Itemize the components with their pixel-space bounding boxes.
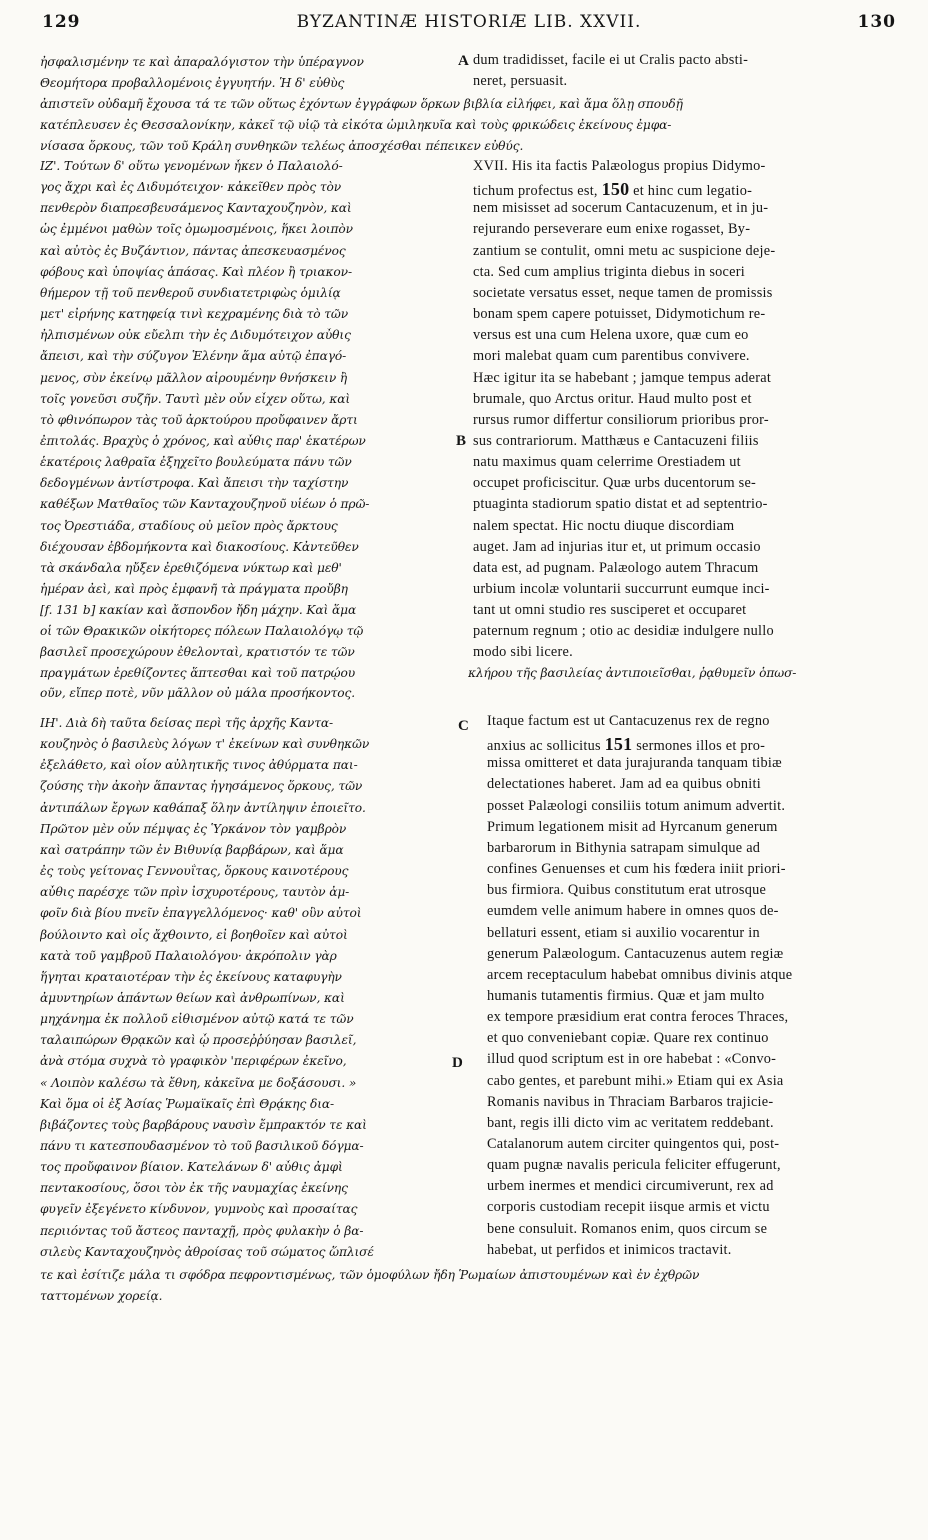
greek-line: ἀμυντηρίων ἁπάντων θείων καὶ ἀνθρωπίνων, καὶ <box>40 990 345 1005</box>
greek-line: μενος, σὺν ἐκείνῳ μᾶλλον αἱρουμένην θνήσκειν ἢ <box>40 370 348 385</box>
greek-line: ἐξελάθετο, καὶ οἷον αὐλητικῆς τινος ἀθύρματα παι- <box>40 758 358 773</box>
greek-line: Πρῶτον μὲν οὖν πέμψας ἐς Ὑρκάνον τὸν γαμβρὸν <box>40 821 347 836</box>
greek-line: ἑκατέροις λαθραῖα ἐξηχεῖτο βουλεύματα πάνυ τῶν <box>40 455 352 470</box>
greek-line: κατέπλευσεν ἐς Θεσσαλονίκην, κἀκεῖ τῷ υἱῷ τὰ εἰκότα ὡμιληκυῖα καὶ τοὺς φρικώδεις ἐκείνους ἐμφα- <box>40 118 672 132</box>
latin-line: delectationes haberet. Jam ad ea quibus obniti <box>487 776 761 793</box>
greek-line: τος Ὀρεστιάδα, σταδίους οὐ μεῖον πρὸς ἄρκτους <box>40 518 338 533</box>
greek-line: ἀπιστεῖν οὐδαμῆ ἔχουσα τά τε τῶν οὕτως ἐχόντων ἐγγράφων ὅρκων βιβλία εἰλήφει, καὶ ἅμα ὅλῃ σπουδῇ <box>40 97 683 111</box>
latin-line: versus est una cum Helena uxore, quæ cum eo <box>473 327 749 344</box>
latin-line: auget. Jam ad injurias itur et, ut primum occasio <box>473 538 761 555</box>
latin-line: urbem inermes et mendici circumiverunt, rex ad <box>487 1178 774 1195</box>
greek-line: δεδογμένων ἀντίστροφα. Καὶ ἄπεισι τὴν ταχίστην <box>40 476 349 491</box>
latin-line: anxius ac sollicitus 151 sermones illos et pro- <box>487 734 766 755</box>
greek-line: πεντακοσίους, ὅσοι τὸν ἐκ τῆς ναυμαχίας ἐκείνης <box>40 1181 348 1196</box>
latin-line: dum tradidisset, facile ei ut Cralis pacto absti- <box>473 52 749 68</box>
greek-line: οῦν, εἴπερ ποτὲ, νῦν μᾶλλον οὐ μάλα προσήκοντος. <box>40 686 355 700</box>
latin-line: Romanis navibus in Thraciam Barbaros trajicie- <box>487 1093 774 1110</box>
latin-line: brumale, quo Arctus oritur. Haud multo post et <box>473 390 752 407</box>
greek-line: φοῖν διὰ βίου πνεῖν ἐπαγγελλόμενος· καθ' οὓν αὐτοὶ <box>40 906 362 921</box>
latin-line: rejurando perseverare eum enixe rogasset, By- <box>473 221 751 238</box>
greek-line: ἐς τοὺς γείτονας Γεννουΐτας, ὅρκους καινοτέρους <box>40 864 349 879</box>
latin-line: Primum legationem misit ad Hyrcanum generum <box>487 818 778 835</box>
latin-line: nem misisset ad socerum Cantacuzenum, et in ju- <box>473 200 769 217</box>
latin-line: corporis custodiam recepit iisque armis et victu <box>487 1199 770 1216</box>
greek-line: πραγμάτων ἐρεθίζοντες ἅπτεσθαι καὶ τοῦ πατρῴου <box>40 666 356 680</box>
latin-line: Hæc igitur ita se habebant ; jamque tempus aderat <box>473 369 772 386</box>
latin-line: rursus rumor differtur consiliorum prioribus pror- <box>473 411 769 428</box>
latin-line: barbarorum in Bithynia satrapam simulque ad <box>487 839 761 856</box>
greek-line: τοῖς γονεῦσι συζῆν. Ταυτὶ μὲν οὖν εἶχεν οὕτω, καὶ <box>40 391 351 406</box>
greek-line: [f. 131 b] κακίαν καὶ ἄσπονδον ἤδη μάχην. Καὶ ἅμα <box>40 603 357 618</box>
greek-line: διέχουσαν ἑβδομήκοντα καὶ διακοσίους. Κἀντεῦθεν <box>40 539 359 554</box>
latin-line: bus firmiora. Quibus constitutum erat utrosque <box>487 882 767 899</box>
latin-line: zantium se contulit, omni metu ac suspicione deje- <box>473 242 776 259</box>
latin-line: nalem spectat. Hic noctu diuque discordiam <box>473 517 735 534</box>
greek-line: Καὶ ὅμα οἱ ἐξ Ἀσίας Ῥωμαϊκαῖς ἐπὶ Θρᾴκης δια- <box>40 1096 335 1111</box>
greek-line: πάνυ τι κατεσπουδασμένον τὸ τοῦ βασιλικοῦ δόγμα- <box>40 1139 364 1153</box>
latin-line: arcem receptaculum habebat omnibus divinis atque <box>487 966 793 983</box>
greek-line: ὡς ἐμμένοι μαθὼν τοῖς ὀμωμοσμένοις, ἥκει λοιπὸν <box>40 222 353 237</box>
latin-line: ex tempore præsidium erat contra feroces Thraces, <box>487 1009 789 1026</box>
greek-line: ἄπεισι, καὶ τὴν σύζυγον Ἑλένην ἅμα αὐτῷ ἐπαγό- <box>40 349 347 364</box>
greek-line: οἱ τῶν Θρακικῶν οἰκήτορες πόλεων Παλαιολόγῳ τῷ <box>40 624 364 639</box>
greek-line: μηχάνημα ἐκ πολλοῦ εἰθισμένον αὐτῷ κατά τε τῶν <box>40 1012 354 1027</box>
greek-line: σιλεὺς Κανταχουζηνὸς ἀθροίσας τοῦ σώματος ὥπλισέ <box>40 1244 374 1259</box>
greek-line: καὶ αὐτὸς ἐς Βυζάντιον, πάντας ἀπεσκευασμένος <box>40 243 346 258</box>
latin-line: cta. Sed cum amplius triginta diebus in soceri <box>473 263 745 280</box>
greek-line: ΙΗ'. Διὰ δὴ ταῦτα δείσας περὶ τῆς ἀρχῆς Καντα- <box>40 716 334 730</box>
greek-line: ταλαιπώρων Θρᾳκῶν καὶ ᾧ προσεῤῥύησαν βασιλεῖ, <box>40 1033 357 1048</box>
latin-line: ptuaginta stadiorum spatio distat et ad septentrio- <box>473 496 768 513</box>
greek-line: ἐπιτολάς. Βραχὺς ὁ χρόνος, καὶ αὖθις παρ' ἑκατέρων <box>40 433 366 448</box>
running-title: BYZANTINÆ HISTORIÆ LIB. XXVII. <box>296 12 642 32</box>
latin-line: modo sibi licere. <box>473 644 573 661</box>
latin-line: societate versatus esset, neque tamen de promissis <box>473 284 773 301</box>
greek-line: μετ' εἰρήνης κατηφείᾳ τινὶ κεχραμένης διὰ τὸ τῶν <box>40 307 349 322</box>
greek-line: περιιόντας τοῦ ἄστεος πανταχῇ, πρὸς φυλακὴν ὁ βα- <box>40 1223 364 1238</box>
latin-line: posset Palæologi consiliis totum animum advertit. <box>487 797 786 814</box>
greek-line: ἥγηται κραταιοτέραν τὴν ἐς ἐκείνους καταφυγὴν <box>40 969 342 984</box>
latin-line: et quo conveniebant copiæ. Quare rex continuo <box>487 1030 769 1047</box>
greek-line: βούλοιντο καὶ οἷς ἄχθοιντο, εἰ βοηθοῖεν καὶ αὐτοὶ <box>40 927 348 942</box>
latin-line: natu maximus quam celerrime Orestiadem ut <box>473 454 741 471</box>
latin-line: Itaque factum est ut Cantacuzenus rex de regno <box>487 713 770 729</box>
greek-line: ζούσης τὴν ἀκοὴν ἅπαντας ἡγησάμενος ὅρκους, τῶν <box>40 779 363 794</box>
latin-line: missa omitteret et data jurajuranda tanquam tibiæ <box>487 755 782 772</box>
greek-line: αὖθις παρέσχε τῶν πρὶν ἰσχυροτέρους, ταυτὸν ἀμ- <box>40 885 350 900</box>
edition-page-number: 151 <box>604 734 633 755</box>
greek-line: « Λοιπὸν καλέσω τὰ ἔθνη, κἀκεῖνα με δοξάσουσι. » <box>40 1075 357 1090</box>
latin-line: illud quod scriptum est in ore habebat : «Convo- <box>487 1051 777 1068</box>
greek-line: Θεομήτορα προβαλλομένοις ἐγγυητήν. Ἡ δ' εὐθὺς <box>40 76 345 90</box>
greek-line: τε καὶ ἐσίτιζε μάλα τι σφόδρα πεφροντισμένως, τῶν ὁμοφύλων ἤδη Ῥωμαίων ἀπιστουμένων καὶ ἐν ἐχθρῶν <box>40 1268 700 1282</box>
greek-line: καθέξων Ματθαῖος τῶν Κανταχουζηνοῦ υἱέων ὁ πρῶ- <box>40 497 370 512</box>
page-header <box>42 12 896 36</box>
latin-line: generum Palæologum. Cantacuzenus autem regiæ <box>487 945 784 962</box>
greek-line: θήμερον τῇ τοῦ πενθεροῦ συνδιατετριφὼς ὁμιλίᾳ <box>40 285 341 300</box>
margin-marker-c: C <box>458 718 469 734</box>
greek-line: ἀντιπάλων ἔργων καθάπαξ ὅλην ἀντίληψιν ἐποιεῖτο. <box>40 800 366 815</box>
latin-line: tant ut omni studio res susciperet et occuparet <box>473 602 747 619</box>
greek-line: γος ἄχρι καὶ ἐς Διδυμότειχον· κἀκεῖθεν πρὸς τὸν <box>40 180 342 195</box>
greek-line: ΙΖ'. Τούτων δ' οὕτω γενομένων ἧκεν ὁ Παλαιολό- <box>40 159 343 173</box>
page-number-right: 130 <box>857 12 896 32</box>
greek-line: καὶ σατράπην τῶν ἐν Βιθυνίᾳ βαρβάρων, καὶ ἅμα <box>40 842 344 857</box>
greek-line: ἠλπισμένων οὐκ εὔελπι τὴν ἐς Διδυμότειχον αὖθις <box>40 328 351 343</box>
greek-line: ἡμέραν ἀεὶ, καὶ πρὸς ἐμφανῆ τὰ πράγματα προὔβη <box>40 582 348 596</box>
greek-line: κουζηνὸς ὁ βασιλεὺς λόγων τ' ἐκείνων καὶ συνθηκῶν <box>40 737 370 752</box>
latin-line: urbium incolæ voluntarii succurrunt eumque inci- <box>473 581 770 597</box>
latin-line: XVII. His ita factis Palæologus propius Didymo- <box>473 158 766 174</box>
latin-line: humanis tutamentis firmius. Quæ et jam multo <box>487 987 765 1004</box>
latin-line: habebat, ut perfidos et inimicos tractavit. <box>487 1241 732 1258</box>
latin-line: data est, ad pugnam. Palæologo autem Thracum <box>473 559 759 576</box>
greek-line: ἀνὰ στόμα συχνὰ τὸ γραφικὸν 'περιφέρων ἐκεῖνο, <box>40 1054 347 1069</box>
greek-line: τὰ σκάνδαλα ηὔξεν ἐρεθιζόμενα νύκτωρ καὶ μεθ' <box>40 560 342 575</box>
latin-line: bonam spem capere potuisset, Didymotichum re- <box>473 306 766 323</box>
latin-line: Catalanorum autem circiter quingentos qui, post- <box>487 1136 780 1152</box>
greek-line: φυγεῖν ἐξεγένετο κίνδυνον, γυμνοὺς καὶ προσαίτας <box>40 1202 358 1217</box>
margin-marker-b: B <box>456 433 467 449</box>
greek-line: πενθερὸν διαπρεσβευσάμενος Κανταχουζηνὸν, καὶ <box>40 201 352 216</box>
page-number-left: 129 <box>42 12 81 32</box>
latin-line: quam pugnæ navalis pericula feliciter effugerunt, <box>487 1157 781 1174</box>
latin-line: tichum profectus est, 150 et hinc cum legatio- <box>473 179 753 200</box>
latin-line: eumdem velle animum habere in omnes quos de- <box>487 903 779 920</box>
greek-line: φόβους καὶ ὑποψίας ἁπάσας. Καὶ πλέον ἢ τριακον- <box>40 264 352 279</box>
greek-line: κλήρου τῆς βασιλείας ἀντιποιεῖσθαι, ῥᾳθυμεῖν ὁπωσ- <box>468 666 797 680</box>
greek-line: ἠσφαλισμένην τε καὶ ἀπαραλόγιστον τὴν ὑπέραγνον <box>40 55 364 69</box>
latin-line: paternum regnum ; otio ac desidiæ indulgere nullo <box>473 623 774 640</box>
greek-line: βασιλεῖ προσεχώρουν ἐθελονταὶ, κρατιστόν τε τῶν <box>40 645 355 660</box>
latin-line: neret, persuasit. <box>473 73 568 89</box>
latin-line: mori malebat quam cum parentibus convivere. <box>473 348 750 365</box>
margin-marker-a: A <box>458 53 469 69</box>
latin-line: occupet proficiscitur. Quæ urbs ducentorum se- <box>473 475 757 492</box>
greek-line: βιβάζοντες τοὺς βαρβάρους ναυσὶν ἔμπρακτόν τε καὶ <box>40 1117 367 1132</box>
latin-line: bene consuluit. Romanos enim, quos circum se <box>487 1220 768 1237</box>
latin-line: bellaturi essent, etiam si auxilio vocarentur in <box>487 924 760 941</box>
margin-marker-d: D <box>452 1055 463 1071</box>
latin-line: confines Genuenses et cum his fœdera iniit priori- <box>487 861 786 878</box>
greek-line: νίσασα ὅρκους, τῶν τοῦ Κράλη συνθηκῶν τελέως ἀποσχέσθαι πέπεικεν εὐθύς. <box>40 139 524 153</box>
latin-line: sus contrariorum. Matthæus e Cantacuzeni filiis <box>473 432 759 449</box>
latin-line: cabo gentes, et parebunt mihi.» Etiam qui ex Asia <box>487 1072 784 1089</box>
greek-line: τος προὔφαινον βίαιον. Κατελάνων δ' αὖθις ἀμφὶ <box>40 1160 343 1175</box>
greek-line: τὸ φθινόπωρον τὰς τοῦ ἀρκτούρου προὔφαινεν ἄρτι <box>40 412 358 427</box>
latin-line: bant, regis illi dicto vim ac veritatem reddebant. <box>487 1114 774 1131</box>
edition-page-number: 150 <box>601 179 630 200</box>
greek-line: κατὰ τοῦ γαμβροῦ Παλαιολόγου· ἀκρόπολιν γὰρ <box>40 948 337 963</box>
greek-line: ταττομένων χορείᾳ. <box>40 1289 163 1303</box>
